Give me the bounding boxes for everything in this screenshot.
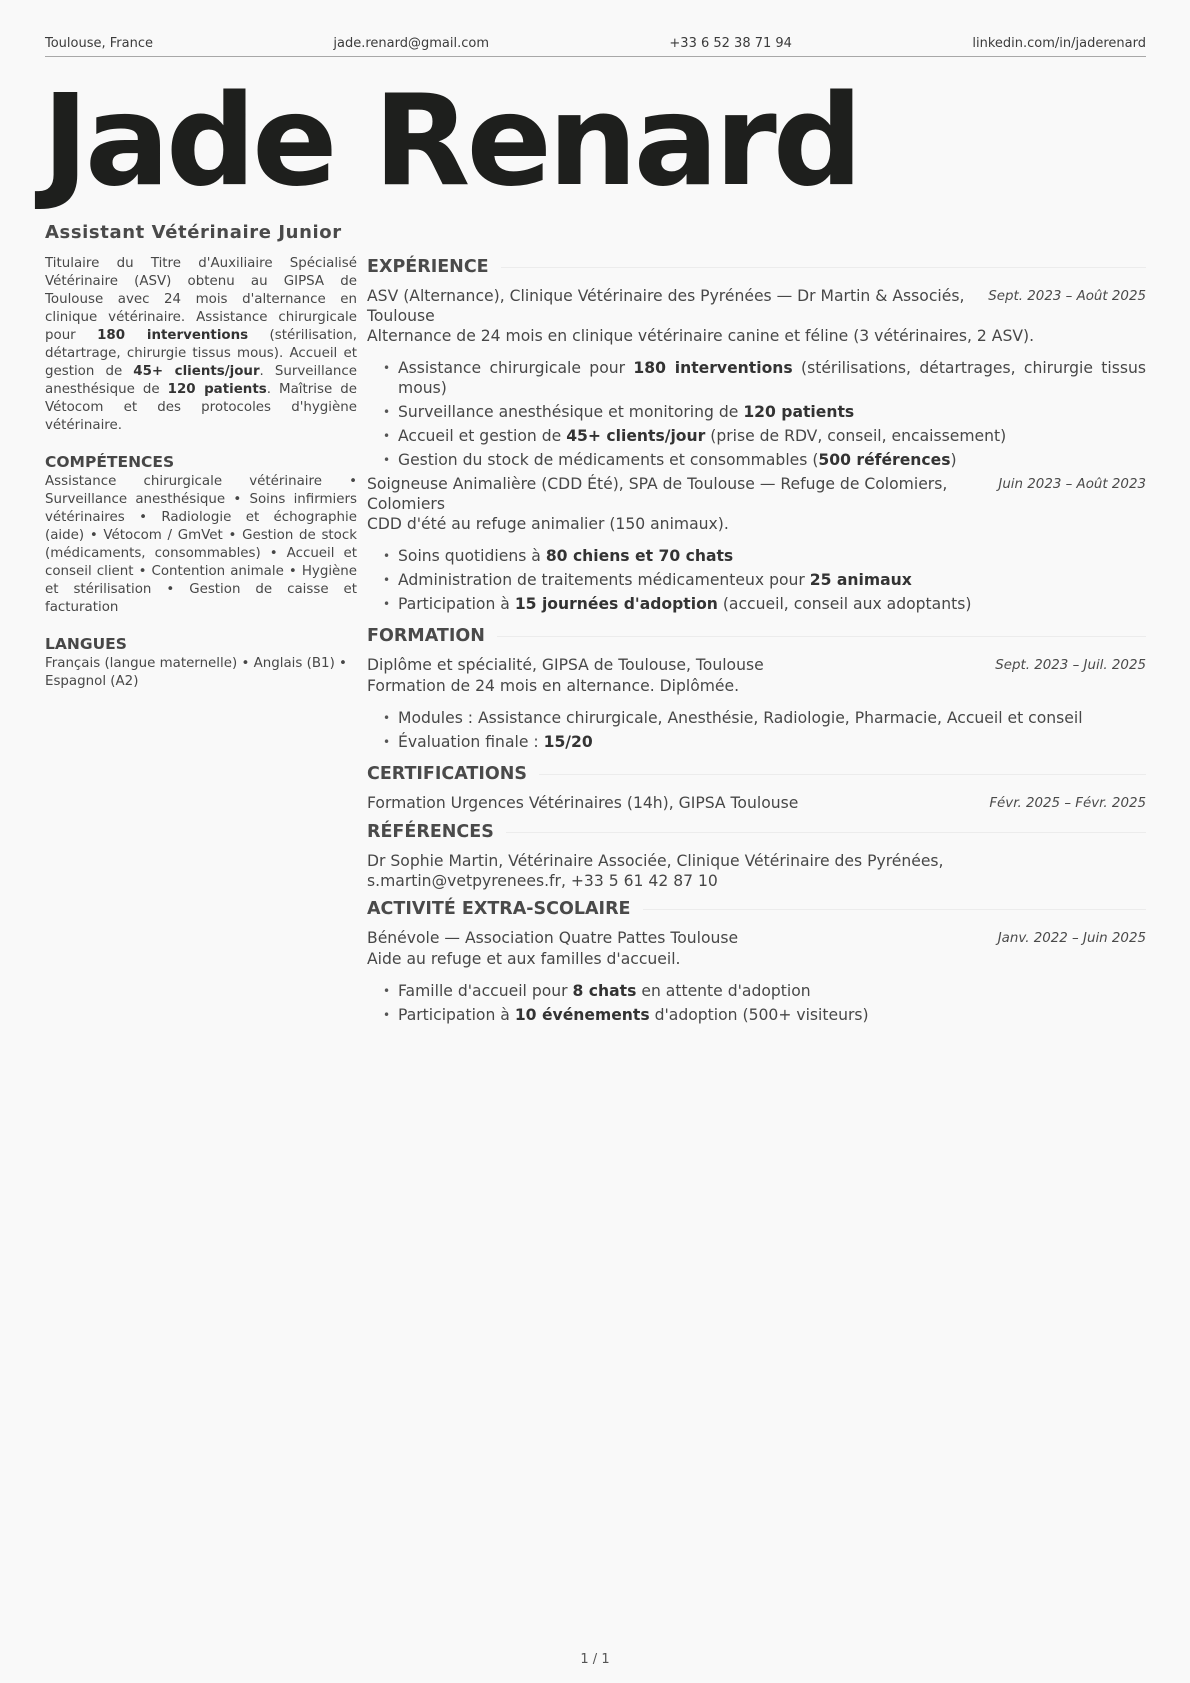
contact-bar [45, 36, 1146, 57]
candidate-name: Jade Renard [42, 67, 859, 214]
job-title: Assistant Vétérinaire Junior [45, 222, 342, 243]
bullet-list [367, 358, 1146, 470]
list-item: • Gestion du stock de médicaments et consommables (500 références) [398, 450, 1146, 470]
left-column [45, 255, 357, 691]
experience-heading: EXPÉRIENCE [367, 255, 1146, 279]
skills-text: Assistance chirurgicale vétérinaire • Surveillance anesthésique • Soins infirmiers vétérinaires • Radiologie et échographie (aide) • Vétocom / GmVet • Gestion de stock (médicaments, consommables) • Accueil et conseil client • Contention animale • Hygiène et stérilisation • Gestion de caisse et facturation [45, 474, 357, 615]
extracurricular-section [367, 897, 1146, 1025]
right-column [367, 255, 1146, 1035]
certifications-section [367, 762, 1146, 814]
contact-email[interactable]: jade.renard@gmail.com [333, 36, 489, 51]
entry-description: CDD d'été au refuge animalier (150 animaux). [367, 515, 729, 533]
reference-text: Dr Sophie Martin, Vétérinaire Associée, Clinique Vétérinaire des Pyrénées, s.martin@vetpyrenees.fr, +33 5 61 42 87 10 [367, 852, 944, 890]
entry-date: Janv. 2022 – Juin 2025 [997, 931, 1146, 946]
divider [497, 636, 1146, 637]
references-section [367, 820, 1146, 891]
divider [506, 832, 1146, 833]
extracurricular-entry [367, 928, 1146, 1025]
entry-description: Alternance de 24 mois en clinique vétérinaire canine et féline (3 vétérinaires, 2 ASV). [367, 327, 1035, 345]
education-heading: FORMATION [367, 624, 1146, 648]
entry-date: Févr. 2025 – Févr. 2025 [989, 796, 1146, 811]
entry-description: Aide au refuge et aux familles d'accueil. [367, 950, 681, 968]
experience-section [367, 255, 1146, 614]
divider [501, 267, 1146, 268]
list-item: • Assistance chirurgicale pour 180 interventions (stérilisations, détartrages, chirurgie tissus mous) [398, 358, 1146, 398]
experience-entry [367, 474, 1146, 614]
contact-linkedin[interactable]: linkedin.com/in/jaderenard [972, 36, 1146, 51]
skills-heading: COMPÉTENCES [45, 453, 175, 471]
bullet-list [367, 981, 1146, 1025]
bullet-list [367, 708, 1146, 752]
entry-date: Sept. 2023 – Juil. 2025 [995, 658, 1146, 673]
education-entry [367, 655, 1146, 752]
education-section [367, 624, 1146, 752]
extracurricular-heading: ACTIVITÉ EXTRA-SCOLAIRE [367, 897, 1146, 921]
summary: Titulaire du Titre d'Auxiliaire Spécialisé Vétérinaire (ASV) obtenu au GIPSA de Toulouse avec 24 mois d'alternance en clinique vétérinaire. Assistance chirurgicale pour 180 interventions (stérilisation, détartrage, chirurgie tissus mous). Accueil et gestion de 45+ clients/jour. Surveillance anesthésique de 120 patients. Maîtrise de Vétocom et des protocoles d'hygiène vétérinaire. [45, 256, 357, 433]
divider [643, 909, 1147, 910]
entry-date: Juin 2023 – Août 2023 [998, 477, 1146, 492]
list-item: • Participation à 15 journées d'adoption (accueil, conseil aux adoptants) [398, 594, 1146, 614]
contact-phone[interactable]: +33 6 52 38 71 94 [669, 36, 792, 51]
page-number: 1 / 1 [580, 1652, 610, 1667]
experience-entry [367, 286, 1146, 470]
entry-description: Formation de 24 mois en alternance. Diplômée. [367, 677, 740, 695]
entry-title: ASV (Alternance), Clinique Vétérinaire des Pyrénées — Dr Martin & Associés, Toulouse [367, 287, 965, 325]
list-item: • Participation à 10 événements d'adoption (500+ visiteurs) [398, 1005, 1146, 1025]
list-item: • Modules : Assistance chirurgicale, Anesthésie, Radiologie, Pharmacie, Accueil et conseil [398, 708, 1146, 728]
list-item: • Famille d'accueil pour 8 chats en attente d'adoption [398, 981, 1146, 1001]
list-item: • Évaluation finale : 15/20 [398, 732, 1146, 752]
divider [539, 774, 1146, 775]
references-heading: RÉFÉRENCES [367, 820, 1146, 844]
list-item: • Accueil et gestion de 45+ clients/jour (prise de RDV, conseil, encaissement) [398, 426, 1146, 446]
entry-date: Sept. 2023 – Août 2025 [988, 289, 1146, 304]
languages-heading: LANGUES [45, 635, 127, 653]
entry-title: Diplôme et spécialité, GIPSA de Toulouse, Toulouse [367, 656, 764, 674]
entry-title: Bénévole — Association Quatre Pattes Toulouse [367, 929, 739, 947]
entry-title: Formation Urgences Vétérinaires (14h), GIPSA Toulouse [367, 794, 799, 812]
certifications-heading: CERTIFICATIONS [367, 762, 1146, 786]
bullet-list [367, 546, 1146, 614]
list-item: • Administration de traitements médicamenteux pour 25 animaux [398, 570, 1146, 590]
contact-location: Toulouse, France [45, 36, 153, 51]
entry-title: Soigneuse Animalière (CDD Été), SPA de Toulouse — Refuge de Colomiers, Colomiers [367, 475, 948, 513]
languages-text: Français (langue maternelle) • Anglais (B1) • Espagnol (A2) [45, 656, 347, 689]
certification-entry [367, 793, 1146, 814]
list-item: • Surveillance anesthésique et monitoring de 120 patients [398, 402, 1146, 422]
list-item: • Soins quotidiens à 80 chiens et 70 chats [398, 546, 1146, 566]
